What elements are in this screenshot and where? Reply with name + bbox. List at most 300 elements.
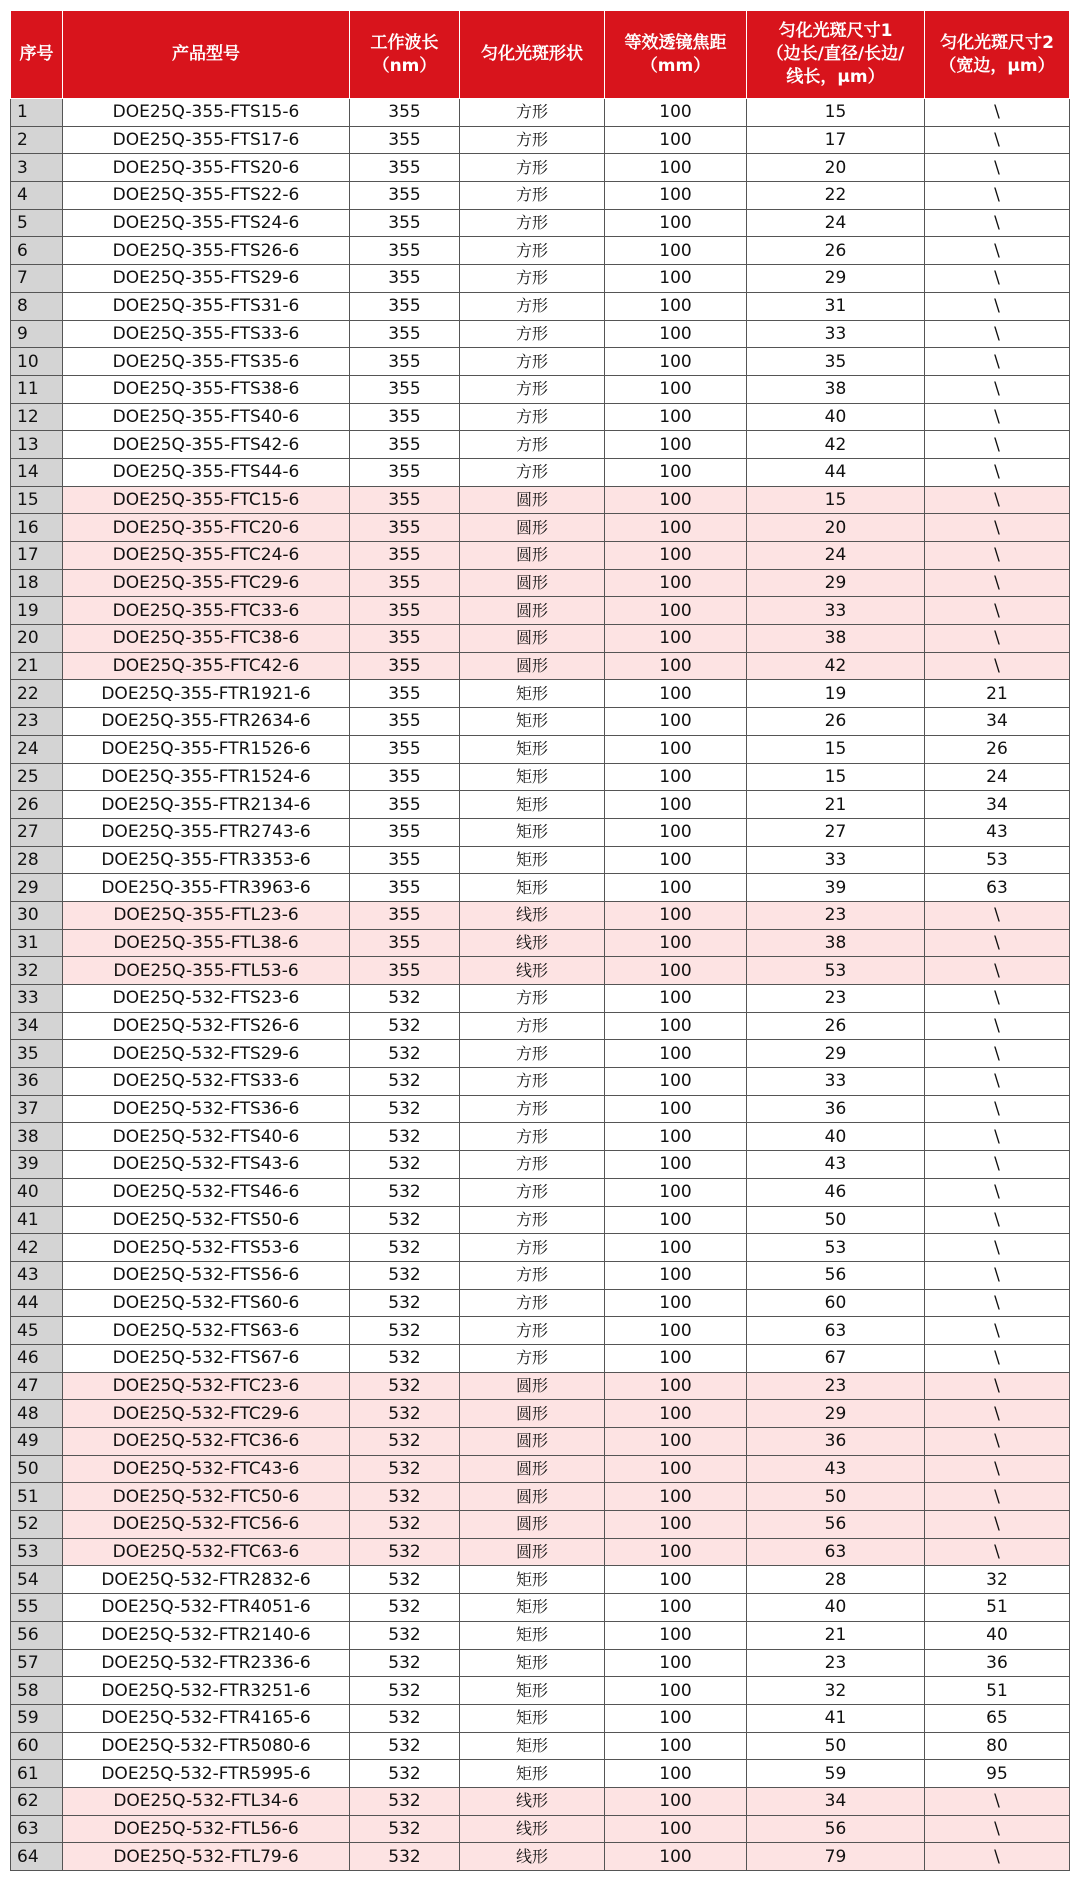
cell-size1: 15 [747, 763, 925, 791]
cell-model: DOE25Q-355-FTS22-6 [63, 182, 350, 210]
cell-wavelength: 355 [350, 514, 460, 542]
table-row [11, 1400, 1070, 1428]
table-row [11, 763, 1070, 791]
table-body [11, 99, 1070, 1871]
cell-size1: 39 [747, 874, 925, 902]
cell-size1: 38 [747, 625, 925, 653]
cell-size1: 38 [747, 375, 925, 403]
header-size1 [747, 11, 925, 99]
cell-wavelength: 355 [350, 348, 460, 376]
cell-focal-length: 100 [605, 1732, 747, 1760]
cell-size1: 42 [747, 652, 925, 680]
table-row [11, 1261, 1070, 1289]
cell-focal-length: 100 [605, 1206, 747, 1234]
table-row [11, 1178, 1070, 1206]
table-row [11, 1566, 1070, 1594]
cell-focal-length: 100 [605, 652, 747, 680]
cell-shape: 圆形 [460, 625, 605, 653]
cell-index: 44 [11, 1289, 63, 1317]
cell-size2: \ [925, 1344, 1070, 1372]
cell-size2: 34 [925, 708, 1070, 736]
cell-focal-length: 100 [605, 403, 747, 431]
cell-wavelength: 532 [350, 1843, 460, 1871]
table-row [11, 1151, 1070, 1179]
cell-size2: \ [925, 1400, 1070, 1428]
cell-model: DOE25Q-532-FTC43-6 [63, 1455, 350, 1483]
table-row [11, 1455, 1070, 1483]
cell-model: DOE25Q-532-FTS23-6 [63, 985, 350, 1013]
cell-size2: \ [925, 569, 1070, 597]
table-row [11, 458, 1070, 486]
table-row [11, 403, 1070, 431]
cell-shape: 方形 [460, 237, 605, 265]
cell-model: DOE25Q-355-FTR2134-6 [63, 791, 350, 819]
cell-wavelength: 355 [350, 763, 460, 791]
table-row [11, 1068, 1070, 1096]
cell-shape: 矩形 [460, 791, 605, 819]
cell-index: 39 [11, 1151, 63, 1179]
cell-index: 50 [11, 1455, 63, 1483]
cell-wavelength: 355 [350, 846, 460, 874]
table-row [11, 569, 1070, 597]
cell-model: DOE25Q-532-FTS29-6 [63, 1040, 350, 1068]
cell-model: DOE25Q-532-FTS56-6 [63, 1261, 350, 1289]
cell-size2: \ [925, 597, 1070, 625]
cell-size2: \ [925, 1068, 1070, 1096]
cell-index: 47 [11, 1372, 63, 1400]
cell-size1: 33 [747, 597, 925, 625]
cell-wavelength: 532 [350, 1123, 460, 1151]
cell-size1: 36 [747, 1095, 925, 1123]
table-row [11, 901, 1070, 929]
cell-shape: 方形 [460, 1068, 605, 1096]
cell-wavelength: 532 [350, 1511, 460, 1539]
cell-wavelength: 355 [350, 99, 460, 127]
cell-index: 51 [11, 1483, 63, 1511]
cell-index: 10 [11, 348, 63, 376]
cell-model: DOE25Q-532-FTR2832-6 [63, 1566, 350, 1594]
cell-shape: 方形 [460, 403, 605, 431]
cell-size1: 23 [747, 1372, 925, 1400]
cell-model: DOE25Q-532-FTR3251-6 [63, 1677, 350, 1705]
cell-size2: \ [925, 542, 1070, 570]
cell-size2: \ [925, 901, 1070, 929]
cell-shape: 矩形 [460, 1760, 605, 1788]
table-row [11, 154, 1070, 182]
cell-model: DOE25Q-355-FTS20-6 [63, 154, 350, 182]
cell-focal-length: 100 [605, 957, 747, 985]
cell-focal-length: 100 [605, 1428, 747, 1456]
cell-shape: 矩形 [460, 818, 605, 846]
cell-size2: \ [925, 1538, 1070, 1566]
cell-wavelength: 532 [350, 1538, 460, 1566]
header-line: （nm） [372, 55, 437, 76]
cell-wavelength: 355 [350, 569, 460, 597]
cell-size1: 29 [747, 569, 925, 597]
cell-size2: \ [925, 1151, 1070, 1179]
cell-focal-length: 100 [605, 846, 747, 874]
cell-index: 45 [11, 1317, 63, 1345]
cell-index: 11 [11, 375, 63, 403]
table-row [11, 708, 1070, 736]
table-row [11, 1317, 1070, 1345]
cell-model: DOE25Q-532-FTS63-6 [63, 1317, 350, 1345]
cell-size1: 40 [747, 1594, 925, 1622]
cell-shape: 方形 [460, 348, 605, 376]
cell-size1: 32 [747, 1677, 925, 1705]
cell-wavelength: 355 [350, 154, 460, 182]
header-line: 匀化光斑尺寸2 [940, 32, 1054, 53]
cell-index: 34 [11, 1012, 63, 1040]
cell-focal-length: 100 [605, 1621, 747, 1649]
header-row [11, 11, 1070, 99]
cell-size1: 63 [747, 1538, 925, 1566]
cell-shape: 矩形 [460, 1594, 605, 1622]
product-spec-table [10, 10, 1070, 1871]
cell-size1: 53 [747, 1234, 925, 1262]
cell-model: DOE25Q-532-FTS46-6 [63, 1178, 350, 1206]
cell-focal-length: 100 [605, 292, 747, 320]
cell-wavelength: 355 [350, 237, 460, 265]
cell-size1: 44 [747, 458, 925, 486]
cell-size2: 32 [925, 1566, 1070, 1594]
cell-shape: 方形 [460, 431, 605, 459]
cell-wavelength: 532 [350, 1787, 460, 1815]
cell-size2: \ [925, 1787, 1070, 1815]
cell-shape: 方形 [460, 1261, 605, 1289]
cell-size1: 23 [747, 901, 925, 929]
table-row [11, 652, 1070, 680]
cell-size2: \ [925, 625, 1070, 653]
cell-size2: \ [925, 431, 1070, 459]
cell-wavelength: 355 [350, 929, 460, 957]
table-row [11, 985, 1070, 1013]
table-row [11, 1704, 1070, 1732]
table-header [11, 11, 1070, 99]
cell-model: DOE25Q-355-FTS26-6 [63, 237, 350, 265]
cell-focal-length: 100 [605, 237, 747, 265]
cell-size2: 80 [925, 1732, 1070, 1760]
cell-size2: \ [925, 1815, 1070, 1843]
cell-focal-length: 100 [605, 99, 747, 127]
cell-wavelength: 355 [350, 791, 460, 819]
cell-model: DOE25Q-355-FTR1921-6 [63, 680, 350, 708]
cell-size2: \ [925, 1261, 1070, 1289]
cell-wavelength: 532 [350, 985, 460, 1013]
cell-size2: \ [925, 99, 1070, 127]
table-row [11, 791, 1070, 819]
cell-index: 33 [11, 985, 63, 1013]
cell-wavelength: 355 [350, 542, 460, 570]
cell-focal-length: 100 [605, 1455, 747, 1483]
cell-index: 60 [11, 1732, 63, 1760]
cell-size2: \ [925, 182, 1070, 210]
cell-size2: \ [925, 1372, 1070, 1400]
cell-index: 18 [11, 569, 63, 597]
cell-size1: 59 [747, 1760, 925, 1788]
table-row [11, 126, 1070, 154]
cell-focal-length: 100 [605, 901, 747, 929]
cell-shape: 圆形 [460, 652, 605, 680]
cell-focal-length: 100 [605, 1483, 747, 1511]
cell-wavelength: 532 [350, 1261, 460, 1289]
cell-focal-length: 100 [605, 985, 747, 1013]
cell-shape: 方形 [460, 375, 605, 403]
cell-index: 23 [11, 708, 63, 736]
cell-wavelength: 532 [350, 1289, 460, 1317]
header-line: 序号 [19, 44, 54, 64]
cell-index: 15 [11, 486, 63, 514]
cell-shape: 方形 [460, 1012, 605, 1040]
cell-wavelength: 532 [350, 1040, 460, 1068]
cell-index: 7 [11, 265, 63, 293]
table-row [11, 182, 1070, 210]
cell-size1: 50 [747, 1483, 925, 1511]
cell-shape: 方形 [460, 1344, 605, 1372]
cell-wavelength: 532 [350, 1344, 460, 1372]
cell-shape: 矩形 [460, 735, 605, 763]
cell-model: DOE25Q-355-FTS35-6 [63, 348, 350, 376]
cell-size1: 33 [747, 320, 925, 348]
cell-size2: \ [925, 985, 1070, 1013]
table-row [11, 514, 1070, 542]
table-row [11, 1428, 1070, 1456]
cell-model: DOE25Q-532-FTS36-6 [63, 1095, 350, 1123]
cell-size1: 29 [747, 265, 925, 293]
cell-shape: 矩形 [460, 1704, 605, 1732]
header-shape [460, 11, 605, 99]
cell-index: 32 [11, 957, 63, 985]
cell-size1: 35 [747, 348, 925, 376]
cell-index: 20 [11, 625, 63, 653]
cell-model: DOE25Q-532-FTS67-6 [63, 1344, 350, 1372]
cell-shape: 圆形 [460, 514, 605, 542]
cell-focal-length: 100 [605, 375, 747, 403]
cell-focal-length: 100 [605, 1095, 747, 1123]
cell-size2: \ [925, 1234, 1070, 1262]
cell-size1: 53 [747, 957, 925, 985]
cell-wavelength: 355 [350, 431, 460, 459]
cell-size2: \ [925, 458, 1070, 486]
cell-wavelength: 355 [350, 957, 460, 985]
cell-size2: 51 [925, 1677, 1070, 1705]
cell-shape: 方形 [460, 1206, 605, 1234]
cell-shape: 线形 [460, 929, 605, 957]
cell-focal-length: 100 [605, 209, 747, 237]
cell-wavelength: 355 [350, 735, 460, 763]
cell-wavelength: 532 [350, 1095, 460, 1123]
cell-wavelength: 355 [350, 874, 460, 902]
table-row [11, 1289, 1070, 1317]
cell-model: DOE25Q-532-FTC63-6 [63, 1538, 350, 1566]
cell-model: DOE25Q-355-FTR3963-6 [63, 874, 350, 902]
cell-focal-length: 100 [605, 1511, 747, 1539]
cell-shape: 方形 [460, 985, 605, 1013]
cell-model: DOE25Q-532-FTS33-6 [63, 1068, 350, 1096]
cell-wavelength: 532 [350, 1428, 460, 1456]
cell-shape: 方形 [460, 458, 605, 486]
table-row [11, 1123, 1070, 1151]
table-row [11, 1621, 1070, 1649]
cell-model: DOE25Q-532-FTL79-6 [63, 1843, 350, 1871]
cell-index: 42 [11, 1234, 63, 1262]
cell-shape: 圆形 [460, 1538, 605, 1566]
cell-size2: \ [925, 486, 1070, 514]
cell-shape: 线形 [460, 957, 605, 985]
cell-size2: \ [925, 292, 1070, 320]
cell-focal-length: 100 [605, 1372, 747, 1400]
cell-size1: 79 [747, 1843, 925, 1871]
cell-index: 61 [11, 1760, 63, 1788]
cell-focal-length: 100 [605, 514, 747, 542]
cell-focal-length: 100 [605, 708, 747, 736]
cell-size2: \ [925, 1178, 1070, 1206]
cell-size1: 31 [747, 292, 925, 320]
cell-wavelength: 532 [350, 1732, 460, 1760]
cell-focal-length: 100 [605, 1234, 747, 1262]
cell-focal-length: 100 [605, 1012, 747, 1040]
table-row [11, 1372, 1070, 1400]
cell-model: DOE25Q-355-FTR2743-6 [63, 818, 350, 846]
cell-model: DOE25Q-532-FTL56-6 [63, 1815, 350, 1843]
cell-size1: 56 [747, 1261, 925, 1289]
cell-wavelength: 355 [350, 265, 460, 293]
cell-model: DOE25Q-355-FTS38-6 [63, 375, 350, 403]
cell-shape: 矩形 [460, 708, 605, 736]
cell-model: DOE25Q-532-FTC36-6 [63, 1428, 350, 1456]
cell-size1: 24 [747, 542, 925, 570]
cell-model: DOE25Q-355-FTS31-6 [63, 292, 350, 320]
cell-focal-length: 100 [605, 735, 747, 763]
table-row [11, 209, 1070, 237]
cell-size2: 95 [925, 1760, 1070, 1788]
cell-wavelength: 532 [350, 1483, 460, 1511]
cell-model: DOE25Q-355-FTS24-6 [63, 209, 350, 237]
cell-wavelength: 355 [350, 182, 460, 210]
cell-focal-length: 100 [605, 1787, 747, 1815]
cell-size2: \ [925, 1012, 1070, 1040]
cell-model: DOE25Q-532-FTR4165-6 [63, 1704, 350, 1732]
header-line: 产品型号 [172, 44, 240, 64]
cell-size2: \ [925, 1289, 1070, 1317]
cell-size1: 63 [747, 1317, 925, 1345]
cell-model: DOE25Q-355-FTS17-6 [63, 126, 350, 154]
table-row [11, 1040, 1070, 1068]
cell-focal-length: 100 [605, 542, 747, 570]
cell-shape: 圆形 [460, 1483, 605, 1511]
cell-shape: 圆形 [460, 569, 605, 597]
cell-focal-length: 100 [605, 569, 747, 597]
table-row [11, 625, 1070, 653]
cell-wavelength: 355 [350, 818, 460, 846]
cell-index: 40 [11, 1178, 63, 1206]
cell-model: DOE25Q-532-FTS26-6 [63, 1012, 350, 1040]
table-row [11, 99, 1070, 127]
cell-wavelength: 355 [350, 320, 460, 348]
cell-size2: 34 [925, 791, 1070, 819]
cell-size2: \ [925, 1095, 1070, 1123]
cell-shape: 方形 [460, 265, 605, 293]
cell-index: 55 [11, 1594, 63, 1622]
table-row [11, 735, 1070, 763]
cell-wavelength: 532 [350, 1677, 460, 1705]
cell-size1: 38 [747, 929, 925, 957]
cell-size2: \ [925, 1428, 1070, 1456]
cell-size2: \ [925, 1511, 1070, 1539]
cell-focal-length: 100 [605, 625, 747, 653]
cell-shape: 方形 [460, 1289, 605, 1317]
cell-focal-length: 100 [605, 1649, 747, 1677]
cell-model: DOE25Q-355-FTC24-6 [63, 542, 350, 570]
table-row [11, 1012, 1070, 1040]
cell-model: DOE25Q-355-FTC20-6 [63, 514, 350, 542]
cell-shape: 圆形 [460, 486, 605, 514]
cell-index: 31 [11, 929, 63, 957]
cell-wavelength: 532 [350, 1178, 460, 1206]
cell-index: 48 [11, 1400, 63, 1428]
cell-size1: 33 [747, 1068, 925, 1096]
table-row [11, 1511, 1070, 1539]
header-line: 线长，μm） [786, 67, 885, 87]
table-row [11, 957, 1070, 985]
cell-index: 12 [11, 403, 63, 431]
table-row [11, 375, 1070, 403]
cell-shape: 矩形 [460, 1677, 605, 1705]
cell-size1: 21 [747, 791, 925, 819]
cell-size1: 50 [747, 1732, 925, 1760]
cell-focal-length: 100 [605, 458, 747, 486]
table-row [11, 846, 1070, 874]
cell-index: 62 [11, 1787, 63, 1815]
cell-index: 41 [11, 1206, 63, 1234]
cell-focal-length: 100 [605, 1400, 747, 1428]
table-row [11, 680, 1070, 708]
cell-size1: 28 [747, 1566, 925, 1594]
cell-index: 37 [11, 1095, 63, 1123]
table-row [11, 1234, 1070, 1262]
cell-wavelength: 532 [350, 1151, 460, 1179]
cell-focal-length: 100 [605, 597, 747, 625]
cell-index: 58 [11, 1677, 63, 1705]
cell-model: DOE25Q-532-FTL34-6 [63, 1787, 350, 1815]
cell-size1: 15 [747, 486, 925, 514]
cell-index: 1 [11, 99, 63, 127]
cell-focal-length: 100 [605, 1068, 747, 1096]
cell-focal-length: 100 [605, 763, 747, 791]
cell-size2: \ [925, 1317, 1070, 1345]
cell-shape: 圆形 [460, 542, 605, 570]
cell-size1: 60 [747, 1289, 925, 1317]
table-row [11, 1483, 1070, 1511]
cell-size1: 40 [747, 403, 925, 431]
header-model [63, 11, 350, 99]
cell-size2: \ [925, 265, 1070, 293]
cell-shape: 方形 [460, 320, 605, 348]
cell-size2: 63 [925, 874, 1070, 902]
table-row [11, 1787, 1070, 1815]
cell-model: DOE25Q-355-FTS40-6 [63, 403, 350, 431]
cell-size1: 43 [747, 1151, 925, 1179]
cell-model: DOE25Q-355-FTR1524-6 [63, 763, 350, 791]
table-row [11, 597, 1070, 625]
cell-model: DOE25Q-355-FTS29-6 [63, 265, 350, 293]
cell-size2: 36 [925, 1649, 1070, 1677]
table-row [11, 1760, 1070, 1788]
cell-index: 24 [11, 735, 63, 763]
cell-wavelength: 532 [350, 1206, 460, 1234]
table-row [11, 542, 1070, 570]
cell-index: 19 [11, 597, 63, 625]
